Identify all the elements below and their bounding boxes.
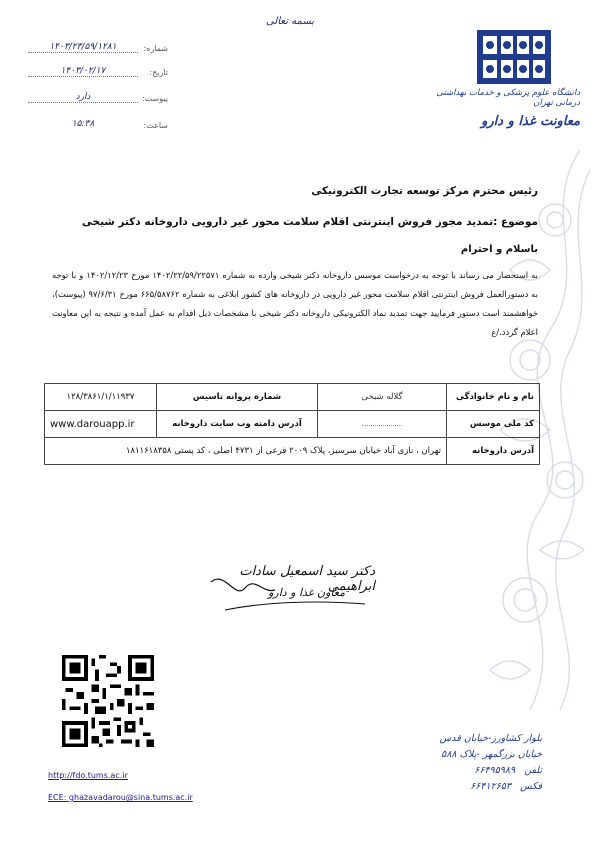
number-label: شماره: <box>143 44 168 53</box>
letter-number-row <box>28 42 168 56</box>
date-value: ۱۴۰۳/۰۲/۱۷ <box>28 66 138 77</box>
attachment-label: پیوست: <box>141 94 168 103</box>
table-cell: آدرس دامنه وب سایت داروخانه <box>157 411 318 438</box>
contact-block <box>412 731 542 795</box>
table-cell <box>318 411 447 438</box>
signature <box>205 552 385 622</box>
table-cell: شماره پروانه تاسیس <box>157 384 318 411</box>
number-value: ۱۴۰۳/۲۳/۵۹/۱۲۸۱ <box>28 42 138 53</box>
top-title: بسمه تعالی <box>265 16 315 27</box>
table-row <box>45 384 540 411</box>
fax-label: فکس <box>520 781 542 792</box>
date-label: تاریخ: <box>149 68 168 77</box>
pharmacy-info-table <box>44 383 540 465</box>
table-cell: آدرس داروخانه <box>447 438 540 465</box>
table-row <box>45 411 540 438</box>
letter-body: به استحضار می رساند با توجه به درخواست موسس داروخانه دکتر شیخی وارده به شماره ۱۴۰۲/۲۲/۵۹/۲۲۵۷۱ مورخ ۱۴۰۲/۱۲/۲۳ و با توجه به دستورالعمل فروش اینترنتی اقلام سلامت محور غیر دارویی در داروخانه های کشور ابلاغی به شماره ۶۶۵/۵۸۷۶۲ مورخ ۹۷/۶/۳۱ (پیوست)، خواهشمند است دستور فرمایید جهت تمدید نماد الکترونیکی داروخانه دکتر شیخی با مشخصات ذیل اقدام به عمل آمده و نتیجه به این معاونت اعلام گردد./ع <box>52 270 539 337</box>
table-cell: ۱۲۸/۳۸۶۱/۱/۱۱۹۳۷ <box>45 384 157 411</box>
signature-stroke-icon <box>205 552 385 622</box>
fax-row <box>412 779 542 795</box>
department-name: معاونت غذا و دارو <box>481 114 580 129</box>
letter-date-row <box>28 66 168 80</box>
signatory-name: دکتر سید اسمعیل سادات ابراهیمی <box>239 564 375 594</box>
time-value: ۱۵:۳۸ <box>71 119 95 129</box>
addressee: رئیس محترم مرکز توسعه تجارت الکترونیکی <box>311 185 538 197</box>
address-line-1: بلوار کشاورز-خیابان قدس <box>439 733 542 744</box>
phone-label: تلفن <box>524 765 542 776</box>
phone-value: ۶۶۴۹۵۹۸۹ <box>474 765 516 776</box>
qr-code-icon <box>62 655 154 747</box>
table-cell: کد ملی موسس <box>447 411 540 438</box>
phone-row <box>412 763 542 779</box>
address-line-2: خیابان بزرگمهر -پلاک ۵۸۸ <box>441 749 542 760</box>
redacted-id <box>362 425 402 426</box>
table-cell: گلاله شیخی <box>318 384 447 411</box>
attachment-row <box>28 92 168 106</box>
attachment-value: دارد <box>28 92 138 103</box>
university-name: دانشگاه علوم پزشکی و خدمات بهداشتی درمانی تهران <box>436 88 580 108</box>
fax-value: ۶۶۴۱۲۶۵۳ <box>470 781 512 792</box>
university-logo-icon <box>475 28 553 86</box>
table-cell: تهران ، نازی آباد خیابان سرسبز، پلاک ۲۰۰۹ فرعی از ۴۷۳۱ اصلی ، کد پستی ۱۸۱۱۶۱۸۳۵۸ <box>45 438 447 465</box>
table-row <box>45 438 540 465</box>
signatory-title: معاون غذا و دارو <box>268 586 345 599</box>
email-link[interactable]: ECE: ghazavadarou@sina.tums.ac.ir <box>48 793 193 802</box>
table-cell: نام و نام خانوادگی <box>447 384 540 411</box>
table-cell: www.darouapp.ir <box>45 411 157 438</box>
time-row <box>28 119 168 133</box>
website-link[interactable]: http://fdo.tums.ac.ir <box>48 771 128 780</box>
subject: موضوع :تمدید مجوز فروش اینترنتی اقلام سلامت محور غیر دارویی داروخانه دکتر شیخی <box>81 216 538 228</box>
time-label: ساعت: <box>143 121 168 130</box>
greeting: باسلام و احترام <box>460 244 538 255</box>
